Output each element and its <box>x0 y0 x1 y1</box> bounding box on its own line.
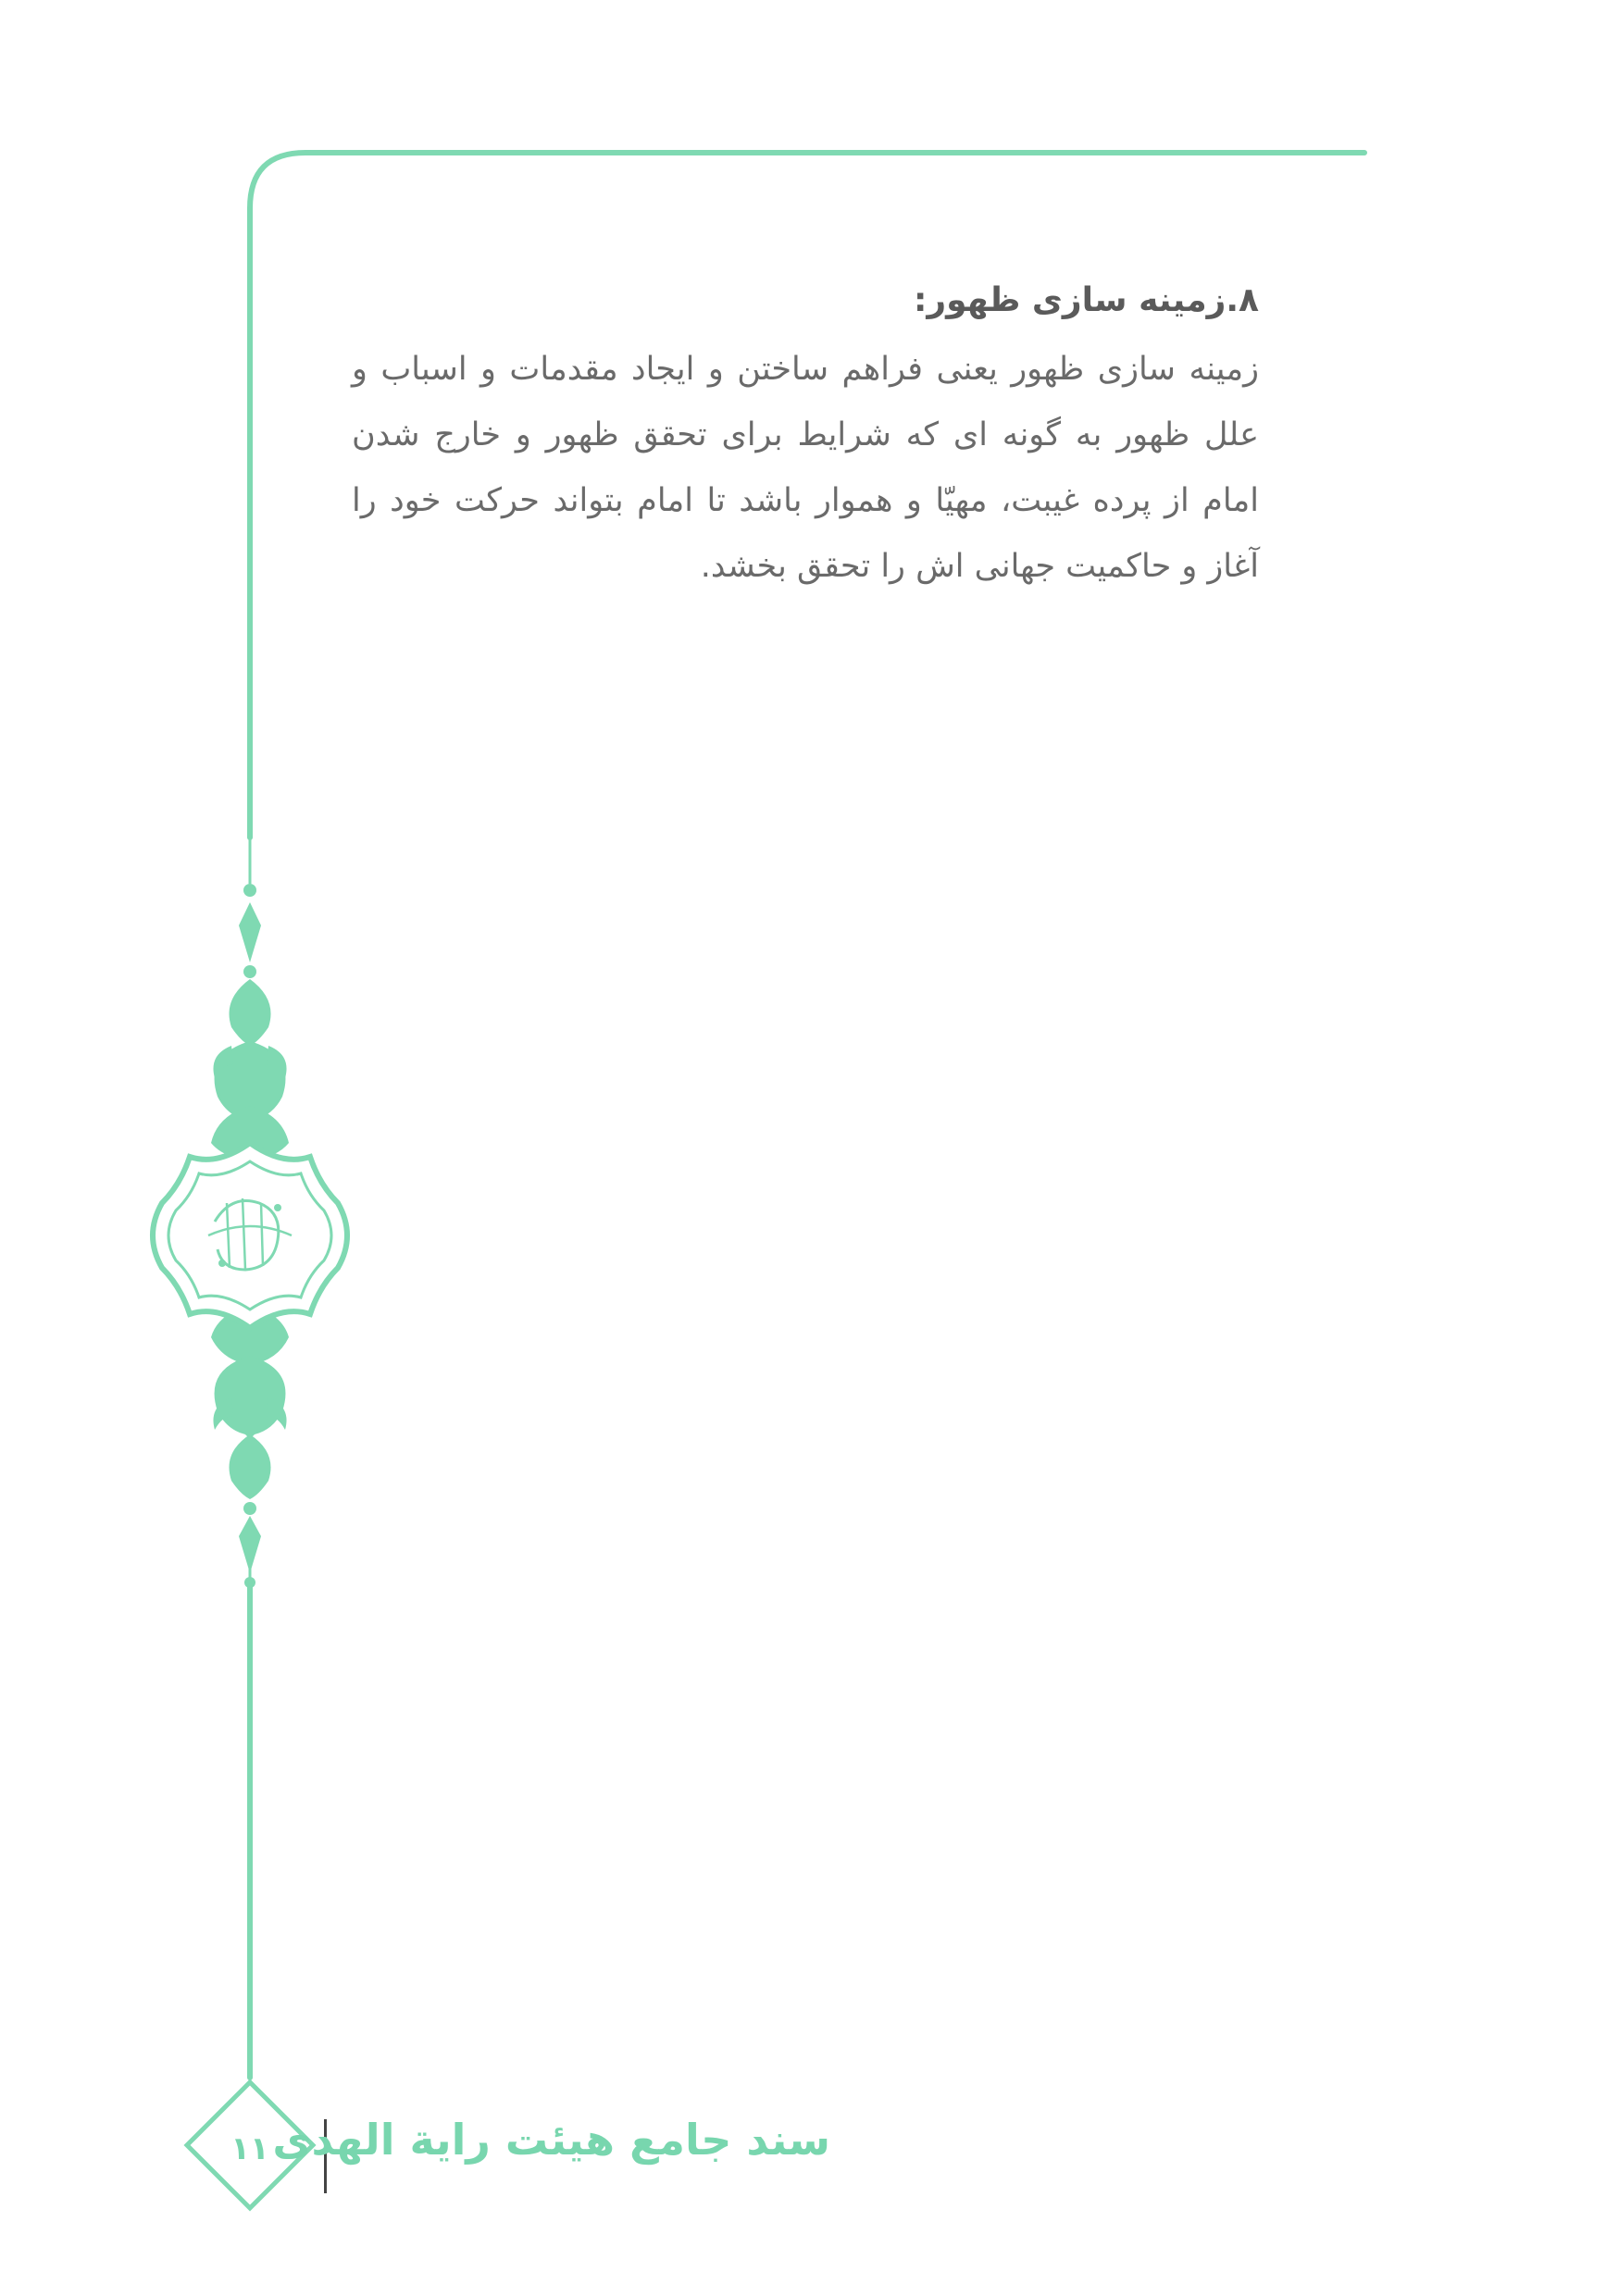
medallion-icon <box>153 1143 347 1328</box>
section-paragraph: زمینه سازی ظهور یعنی فراهم ساختن و ایجاد مقدمات و اسباب و علل ظهور به گونه ای که شرایط برای تحقق ظهور و خارج شدن امام از پرده غیبت، مهیّا و هموار باشد تا امام بتواند حرکت خود را آغاز و حاکمیت جهانی اش را تحقق بخشد. <box>352 351 1259 586</box>
footer-document-title: سند جامع هیئت رایة الهدی <box>272 2115 830 2165</box>
page-number: ۱۱ <box>230 2130 269 2167</box>
section-block <box>352 278 1259 600</box>
section-heading: ۸.زمینه سازی ظهور: <box>914 281 1259 319</box>
